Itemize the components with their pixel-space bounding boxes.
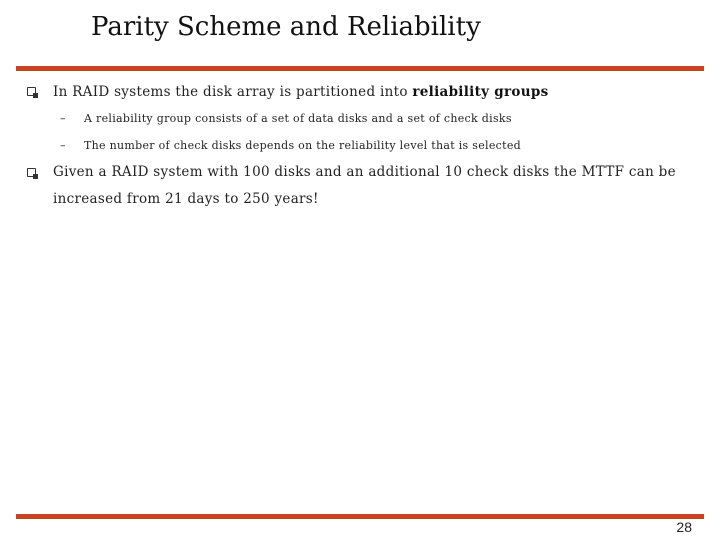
bullet-box-icon [27, 168, 36, 177]
sub-item-1-text: A reliability group consists of a set of data disks and a set of check disks [84, 112, 512, 125]
bullet-box-icon [27, 87, 36, 96]
top-divider [16, 66, 704, 71]
bottom-divider [16, 514, 704, 519]
bullet-1-text [53, 84, 548, 100]
page-number: 28 [676, 519, 692, 535]
sub-item-2-dash: – [60, 139, 66, 152]
bullet-1-lead: In RAID systems the disk array is partitioned into [53, 84, 413, 100]
bullet-1-emphasis: reliability groups [412, 84, 549, 100]
slide-title: Parity Scheme and Reliability [91, 12, 481, 42]
sub-item-1-dash: – [60, 112, 66, 125]
bullet-2-text: Given a RAID system with 100 disks and an additional 10 check disks the MTTF can be increased from 21 days to 250 years! [53, 164, 676, 207]
sub-item-2-text: The number of check disks depends on the reliability level that is selected [84, 139, 522, 152]
